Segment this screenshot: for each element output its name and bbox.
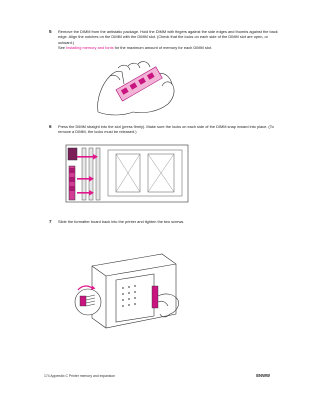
- footer-brand: ENWW: [256, 373, 270, 378]
- figure-formatter-into-printer: [66, 244, 186, 334]
- figure-hands-holding-dimm: [88, 54, 183, 119]
- footer-page-info: 174 Appendix C Printer memory and expansion: [44, 374, 116, 378]
- step-number: 7: [49, 219, 52, 224]
- figure-formatter-board-slots: [64, 142, 194, 204]
- step-text-body: Remove the DIMM from the antistatic package. Hold the DIMM with fingers against the side edges and thumbs against the back edge. Align the notches on the DIMM with the DIMM slot. (Check that the locks on each side of the DIMM slot are open, or outward.): [58, 29, 278, 45]
- step-text: [58, 29, 282, 51]
- step-text: Press the DIMM straight into the slot (press firmly). Make sure the locks on each side of the DIMM snap inward into place. (To remove a DIMM, the locks must be released.): [58, 124, 274, 135]
- step-6: [49, 124, 282, 135]
- see-suffix: for the maximum amount of memory for each DIMM slot.: [113, 45, 212, 51]
- installing-memory-link[interactable]: Installing memory and fonts: [66, 45, 114, 51]
- step-text: Slide the formatter board back into the printer and tighten the two screws.: [58, 219, 185, 224]
- step-7: [49, 219, 282, 224]
- see-prefix: See: [58, 45, 67, 51]
- step-5: [49, 29, 282, 51]
- step-number: 5: [49, 29, 52, 34]
- step-number: 6: [49, 124, 52, 129]
